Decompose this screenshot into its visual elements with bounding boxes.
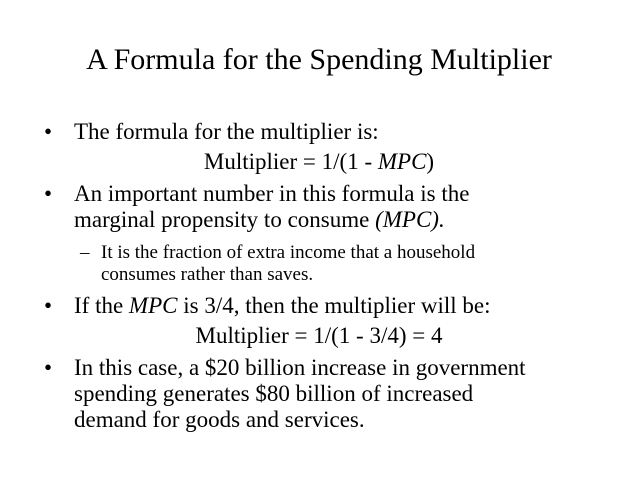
formula-mpc: MPC [377, 149, 427, 174]
bullet-text-line: An important number in this formula is the [74, 181, 470, 206]
bullet-text-fragment: marginal propensity to consume [74, 207, 376, 232]
bullet-text-line: spending generates $80 billion of increased [74, 381, 474, 406]
bullet-icon: • [44, 293, 53, 318]
bullet-icon: • [44, 355, 53, 380]
bullet-icon: • [44, 119, 53, 144]
bullet-text [74, 293, 491, 319]
bullet-mpc-term: (MPC). [375, 207, 445, 232]
bullet-icon: • [44, 181, 53, 206]
formula-multiplier [0, 149, 638, 175]
dash-icon: – [80, 242, 90, 263]
bullet-mpc-term: MPC [128, 293, 178, 318]
sub-bullet-line: It is the fraction of extra income that a household [101, 242, 476, 263]
bullet-text-line: demand for goods and services. [74, 407, 365, 432]
bullet-text-fragment: is 3/4, then the multiplier will be: [177, 293, 491, 318]
sub-bullet-line: consumes rather than saves. [101, 264, 314, 285]
formula-close: ) [426, 149, 435, 174]
formula-multiplier-example: Multiplier = 1/(1 - 3/4) = 4 [195, 323, 443, 348]
bullet-text: The formula for the multiplier is: [74, 119, 379, 144]
bullet-text-line: In this case, a $20 billion increase in government [74, 355, 526, 380]
bullet-text-line [74, 207, 469, 233]
bullet-text-fragment: If the [74, 293, 129, 318]
slide-title: A Formula for the Spending Multiplier [86, 43, 552, 76]
formula-text: Multiplier = 1/(1 - [203, 149, 378, 174]
